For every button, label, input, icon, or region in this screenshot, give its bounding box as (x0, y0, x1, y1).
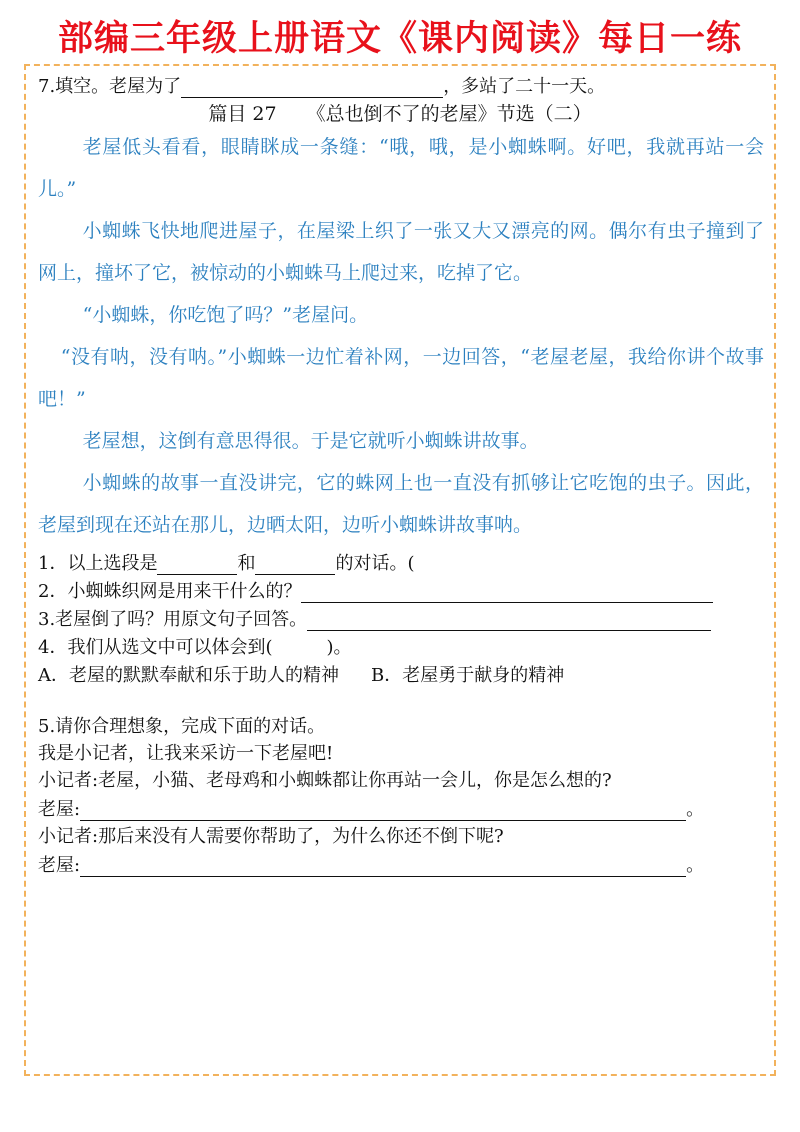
question-1-text-b: 和 (237, 553, 256, 574)
question-1-text-c: 的对话。( (335, 553, 415, 574)
worksheet-title: 部编三年级上册语文《课内阅读》每日一练 (57, 18, 742, 59)
answer-label: 老屋: (38, 855, 81, 876)
question-5-prompt: 5.请你合理想象，完成下面的对话。 (38, 716, 326, 737)
passage-number: 篇目 27 (208, 103, 277, 125)
answer-blank-1a[interactable] (157, 556, 237, 575)
answer-end-mark: 。 (686, 799, 705, 820)
question-1 (38, 549, 414, 575)
answer-blank-5b[interactable] (80, 858, 686, 877)
house-answer-1 (38, 795, 704, 821)
question-7 (38, 72, 605, 98)
passage-paragraph: 老屋想，这倒有意思得很。于是它就听小蜘蛛讲故事。 (82, 430, 539, 452)
question-2 (38, 577, 713, 603)
question-1-text-a: 1．以上选段是 (38, 553, 158, 574)
passage-paragraph: “没有呐，没有呐。”小蜘蛛一边忙着补网，一边回答，“老屋老屋，我给你讲个故事吧！” (38, 346, 764, 410)
question-4-options (38, 661, 764, 687)
answer-label: 老屋: (38, 799, 81, 820)
passage-paragraph: “小蜘蛛，你吃饱了吗？”老屋问。 (82, 304, 369, 326)
passage-paragraph: 老屋低头看看，眼睛眯成一条缝：“哦，哦，是小蜘蛛啊。好吧，我就再站一会儿。” (38, 136, 764, 200)
question-5-intro: 我是小记者，让我来采访一下老屋吧! (38, 743, 334, 764)
passage-paragraph: 小蜘蛛飞快地爬进屋子，在屋梁上织了一张又大又漂亮的网。偶尔有虫子撞到了网上，撞坏了它，被惊动的小蜘蛛马上爬过来，吃掉了它。 (38, 220, 764, 284)
question-7-prefix: 7.填空。老屋为了 (38, 76, 182, 97)
answer-blank-5a[interactable] (80, 802, 686, 821)
answer-blank-1b[interactable] (255, 556, 335, 575)
answer-blank-3[interactable] (307, 612, 711, 631)
question-7-suffix: ，多站了二十一天。 (443, 76, 606, 97)
question-2-text: 2．小蜘蛛织网是用来干什么的？ (38, 581, 302, 602)
passage-paragraph: 小蜘蛛的故事一直没讲完，它的蛛网上也一直没有抓够让它吃饱的虫子。因此，老屋到现在还站在那儿，边晒太阳，边听小蜘蛛讲故事呐。 (38, 472, 764, 536)
passage-title: 《总也倒不了的老屋》节选（二） (306, 103, 592, 125)
passage-heading (0, 99, 800, 126)
option-a: A．老屋的默默奉献和乐于助人的精神 (38, 665, 339, 686)
question-3-text: 3.老屋倒了吗？用原文句子回答。 (38, 609, 308, 630)
reporter-question-1: 小记者:老屋，小猫、老母鸡和小蜘蛛都让你再站一会儿，你是怎么想的? (38, 770, 612, 791)
answer-blank-7[interactable] (181, 79, 443, 98)
answer-blank-2[interactable] (301, 584, 713, 603)
reporter-question-2: 小记者:那后来没有人需要你帮助了，为什么你还不倒下呢? (38, 826, 504, 847)
house-answer-2 (38, 851, 704, 877)
question-4: 4．我们从选文中可以体会到( )。 (38, 637, 352, 658)
option-b: B．老屋勇于献身的精神 (371, 665, 565, 686)
answer-end-mark: 。 (686, 855, 705, 876)
question-3 (38, 605, 711, 631)
